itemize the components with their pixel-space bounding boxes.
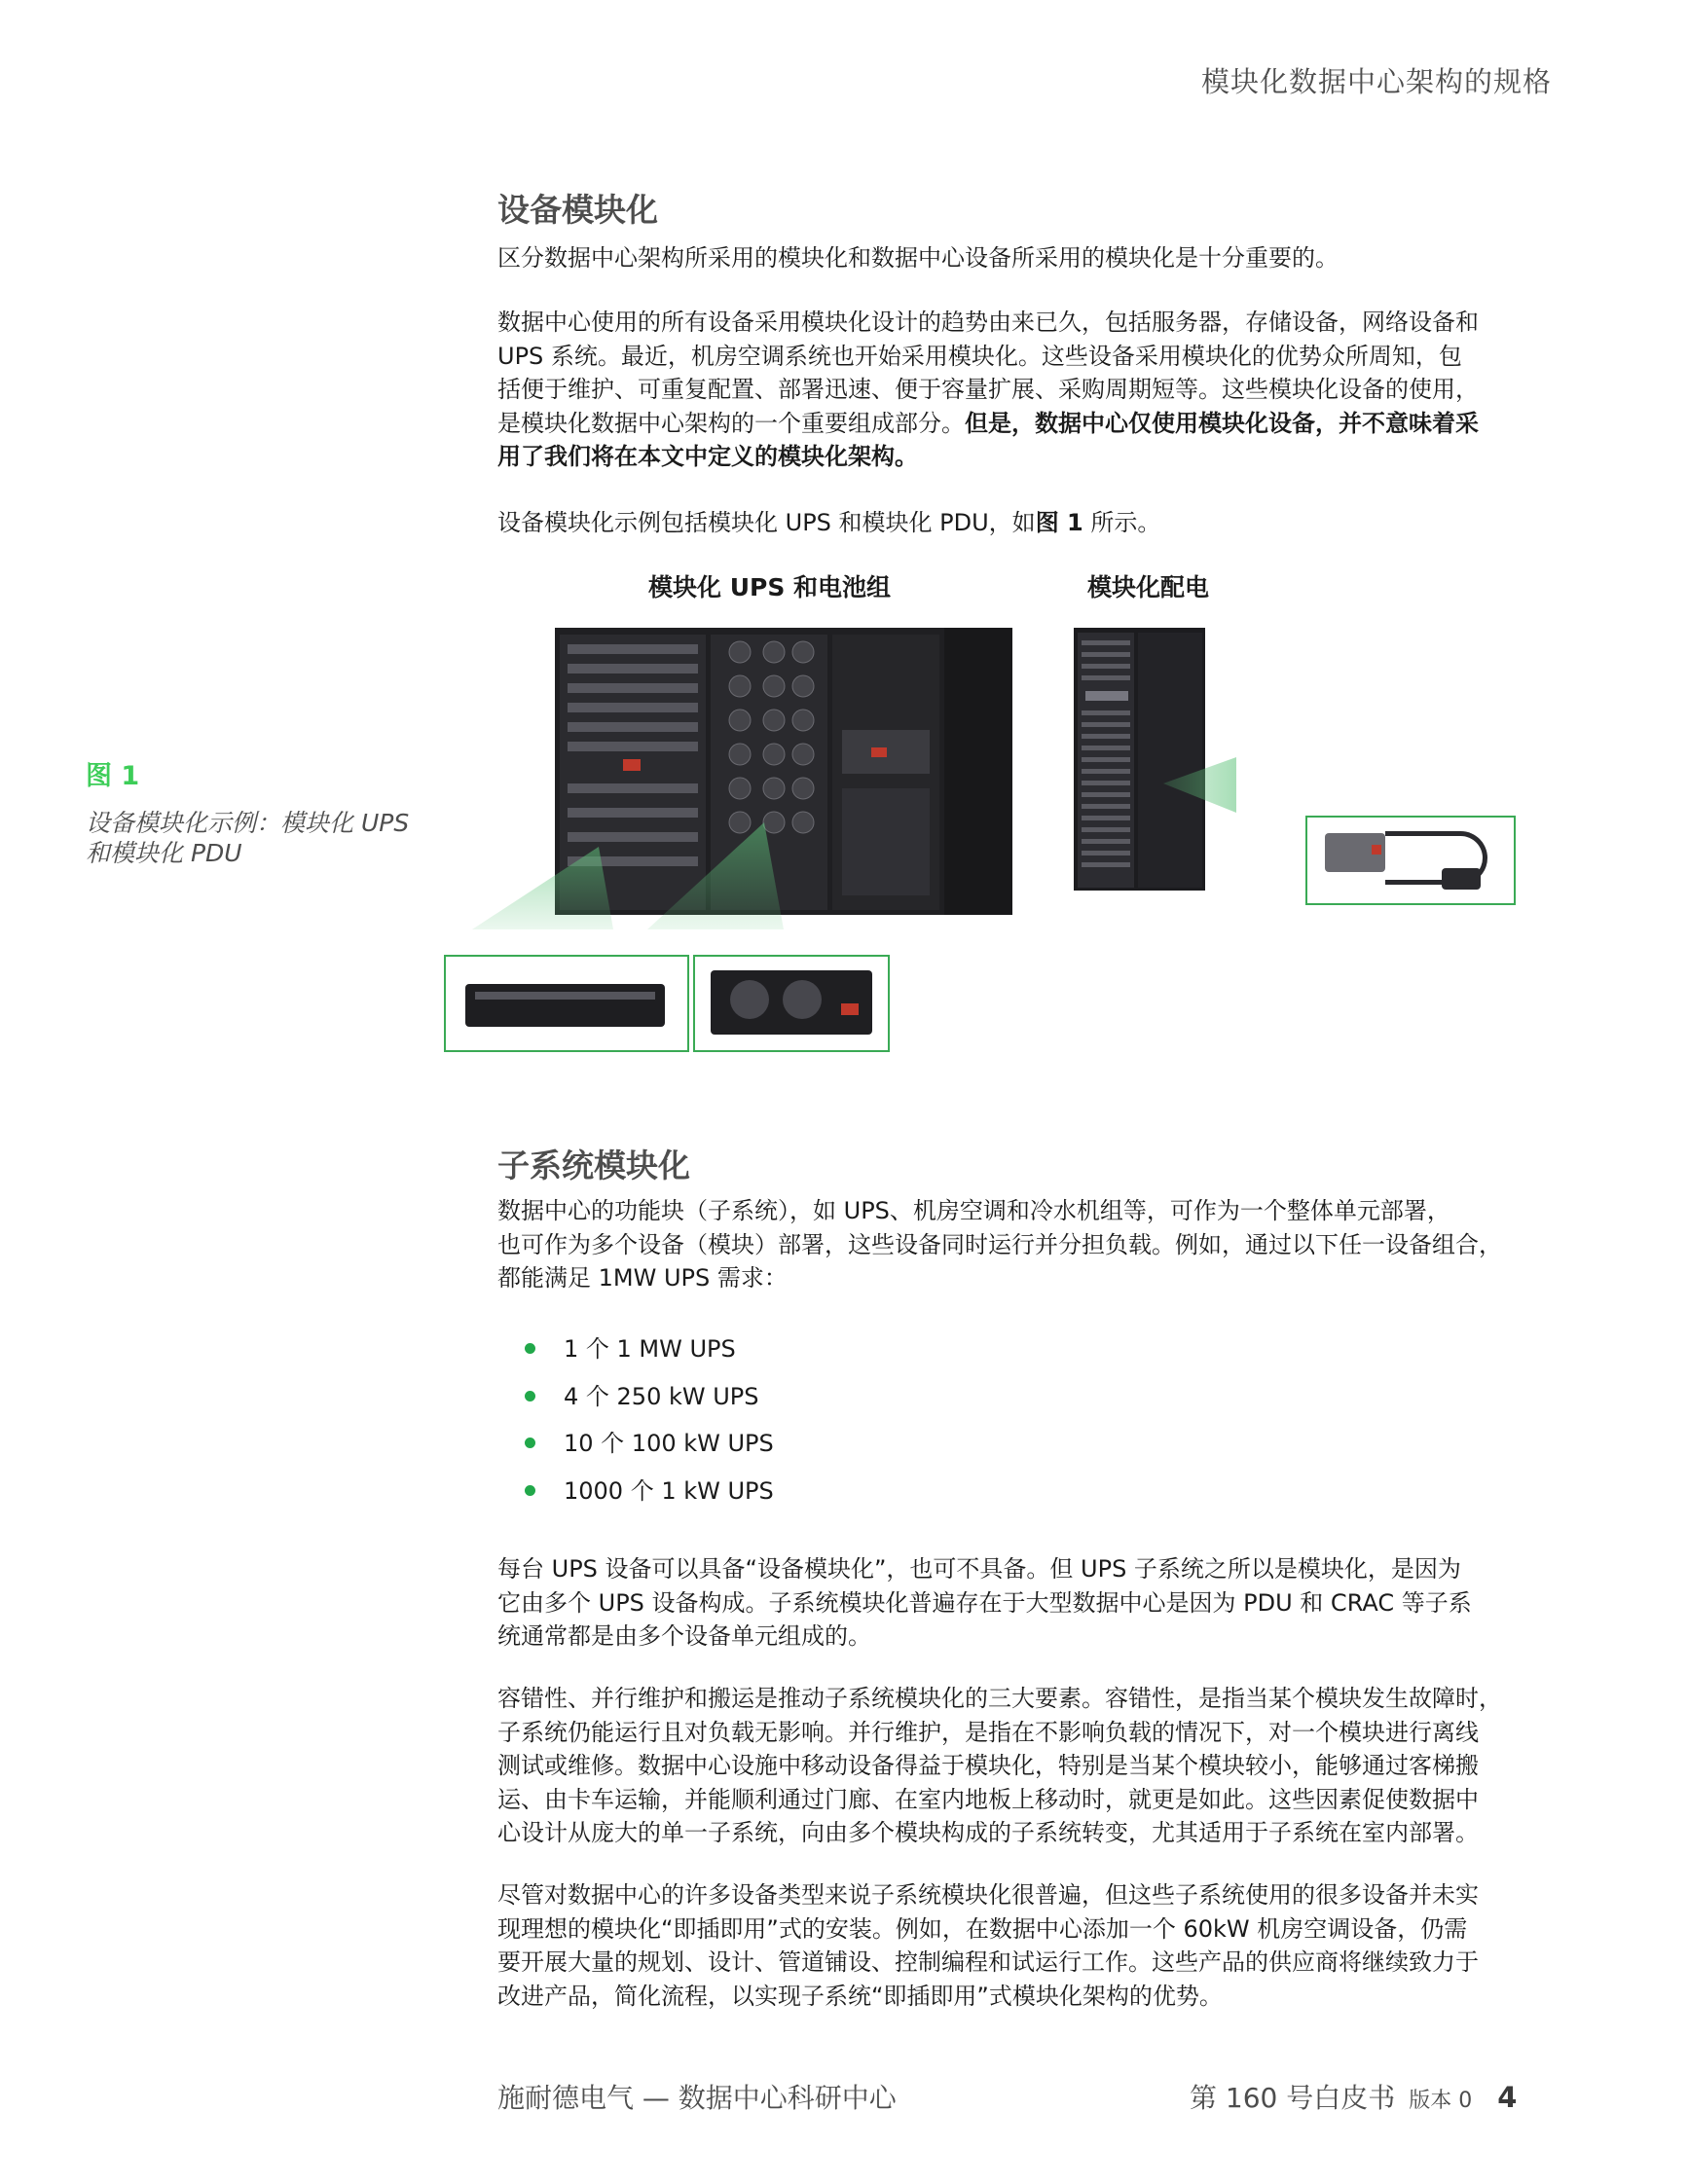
paragraph-line: 尽管对数据中心的许多设备类型来说子系统模块化很普遍，但这些子系统使用的很多设备并未实 (497, 1881, 1479, 1909)
paragraph-line: 括便于维护、可重复配置、部署迅速、便于容量扩展、采购周期短等。这些模块化设备的使用， (497, 376, 1479, 403)
paragraph-line: 每台 UPS 设备可以具备“设备模块化”，也可不具备。但 UPS 子系统之所以是模块化，是因为 (497, 1555, 1461, 1583)
paragraph-line: 子系统仍能运行且对负载无影响。并行维护，是指在不影响负载的情况下，对一个模块进行离线 (497, 1718, 1479, 1746)
figure-label: 图 1 (86, 761, 140, 791)
figure-caption: 设备模块化示例：模块化 UPS 和模块化 PDU (86, 809, 410, 867)
connector-image (1442, 868, 1481, 890)
list-item-text: 1 个 1 MW UPS (564, 1335, 736, 1363)
paragraph-line: 要开展大量的规划、设计、管道铺设、控制编程和试运行工作。这些产品的供应商将继续致力于 (497, 1948, 1479, 1976)
version-label: 版本 0 (1409, 2089, 1473, 2113)
text-run: 设备模块化示例包括模块化 UPS 和模块化 PDU，如 (497, 509, 1036, 536)
figure-title-ups: 模块化 UPS 和电池组 (648, 573, 892, 601)
list-item (497, 1474, 774, 1522)
paragraph-line: 它由多个 UPS 设备构成。子系统模块化普遍存在于大型数据中心是因为 PDU 和 CRAC 等子系 (497, 1588, 1472, 1617)
modular-pdu-cabinet-image (1074, 628, 1205, 891)
list-item-text: 1000 个 1 kW UPS (564, 1476, 774, 1505)
section-heading-subsystem-modularity: 子系统模块化 (497, 1147, 690, 1184)
list-item (497, 1427, 774, 1474)
list-item-text: 4 个 250 kW UPS (564, 1382, 759, 1410)
text-run: 所示。 (1083, 509, 1161, 536)
indicator (841, 1003, 859, 1015)
callout-cone (472, 847, 613, 929)
bullet-icon (525, 1343, 535, 1354)
paragraph-line: 测试或维修。数据中心设施中移动设备得益于模块化，特别是当某个模块较小，能够通过客梯搬 (497, 1752, 1479, 1779)
paragraph-line: 数据中心使用的所有设备采用模块化设计的趋势由来已久，包括服务器，存储设备，网络设备和 (497, 309, 1479, 336)
bullet-icon (525, 1391, 535, 1401)
battery-module-image (465, 984, 665, 1027)
power-module-inset (693, 955, 890, 1052)
paragraph (497, 1682, 1578, 1850)
emphasis-text: 用了我们将在本文中定义的模块化架构。 (497, 443, 918, 470)
paragraph-line: 心设计从庞大的单一子系统，向由多个模块构成的子系统转变，尤其适用于子系统在室内部署。 (497, 1819, 1479, 1846)
paragraph-line: 容错性、并行维护和搬运是推动子系统模块化的三大要素。容错性，是指当某个模块发生故障时， (497, 1685, 1502, 1712)
white-paper-number: 第 160 号白皮书 (1190, 2082, 1396, 2114)
battery-module-detail (475, 992, 655, 1000)
list-item-text: 10 个 100 kW UPS (564, 1430, 774, 1457)
bullet-list (497, 1332, 774, 1521)
figure-reference: 图 1 (1035, 509, 1083, 536)
battery-module-inset (444, 955, 689, 1052)
figure-title-pdu: 模块化配电 (1087, 573, 1210, 601)
paragraph-line: 改进产品，简化流程，以实现子系统“即插即用”式模块化架构的优势。 (497, 1982, 1223, 2010)
emphasis-text: 但是，数据中心仅使用模块化设备，并不意味着采 (965, 409, 1479, 437)
paragraph: 区分数据中心架构所采用的模块化和数据中心设备所采用的模块化是十分重要的。 (497, 244, 1339, 272)
paragraph-line: 数据中心的功能块（子系统），如 UPS、机房空调和冷水机组等，可作为一个整体单元部署， (497, 1197, 1450, 1224)
paragraph-line: 运、由卡车运输，并能顺利通过门廊、在室内地板上移动时，就更是如此。这些因素促使数据中 (497, 1785, 1479, 1813)
paragraph (497, 1552, 1578, 1654)
footer-paper-info (1190, 2077, 1517, 2116)
footer-organization: 施耐德电气 — 数据中心科研中心 (497, 2082, 897, 2114)
paragraph-line: 统通常都是由多个设备单元组成的。 (497, 1622, 871, 1650)
fan-icon (783, 980, 822, 1019)
running-header: 模块化数据中心架构的规格 (1200, 65, 1552, 98)
fan-icon (730, 980, 769, 1019)
list-item (497, 1332, 774, 1380)
paragraph-line: 都能满足 1MW UPS 需求： (497, 1264, 788, 1292)
section-heading-equipment-modularity: 设备模块化 (497, 191, 658, 229)
paragraph (497, 1194, 1578, 1295)
paragraph-line: 是模块化数据中心架构的一个重要组成部分。 (497, 409, 965, 437)
paragraph-line: UPS 系统。最近，机房空调系统也开始采用模块化。这些设备采用模块化的优势众所周知，包 (497, 342, 1462, 370)
paragraph (497, 1878, 1578, 2013)
paragraph (497, 306, 1578, 474)
indicator (1372, 845, 1381, 855)
paragraph-line: 也可作为多个设备（模块）部署，这些设备同时运行并分担负载。例如，通过以下任一设备组合， (497, 1230, 1502, 1258)
pdu-module-inset (1305, 816, 1516, 905)
bullet-icon (525, 1438, 535, 1448)
modular-ups-cabinet-image (555, 628, 1012, 915)
paragraph (497, 506, 1578, 540)
page-number: 4 (1497, 2081, 1518, 2114)
bullet-icon (525, 1485, 535, 1496)
list-item (497, 1380, 774, 1428)
paragraph-line: 现理想的模块化“即插即用”式的安装。例如，在数据中心添加一个 60kW 机房空调设备，仍需 (497, 1914, 1468, 1943)
